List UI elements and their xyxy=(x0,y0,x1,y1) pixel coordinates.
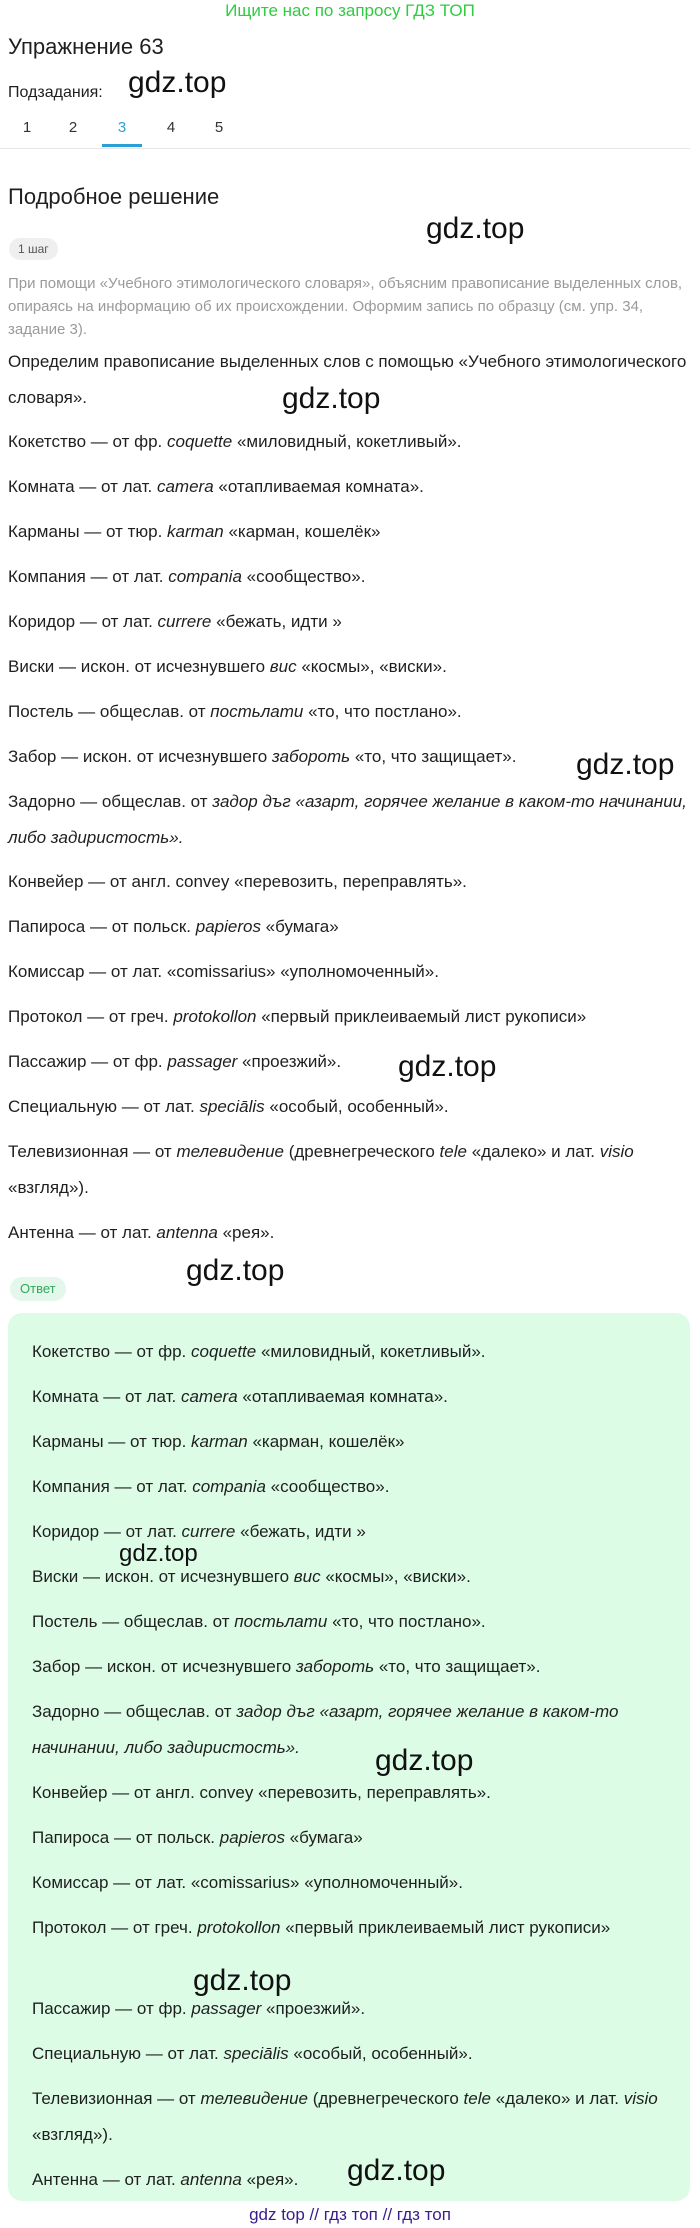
solution-entry: Протокол — от греч. protokollon «первый приклеиваемый лист рукописи» xyxy=(8,1007,587,1026)
answer-entry: Коридор — от лат. currere «бежать, идти » xyxy=(32,1522,366,1541)
solution-entry: Задорно — общеслав. от задор дъг «азарт, горячее желание в каком-то начинании, либо задиристость». xyxy=(8,792,687,847)
solution-entry: Комната — от лат. camera «отапливаемая комната». xyxy=(8,477,424,496)
watermark-text: gdz.top xyxy=(193,1964,292,1997)
watermark-text: gdz.top xyxy=(347,2154,446,2187)
tab-subtask-5[interactable]: 5 xyxy=(214,119,224,136)
answer-entry: Задорно — общеслав. от задор дъг «азарт, горячее желание в каком-то начинании, либо задиристость». xyxy=(32,1702,619,1757)
answer-entry: Телевизионная — от телевидение (древнегреческого tele «далеко» и лат. visio «взгляд»). xyxy=(32,2089,658,2144)
answer-entry: Протокол — от греч. protokollon «первый приклеиваемый лист рукописи» xyxy=(32,1918,611,1937)
answer-entry: Папироса — от польск. papieros «бумага» xyxy=(32,1828,363,1847)
solution-entry: Конвейер — от англ. convey «перевозить, переправлять». xyxy=(8,872,467,891)
watermark-text: gdz.top xyxy=(375,1744,474,1777)
step-description: При помощи «Учебного этимологического словаря», объясним правописание выделенных слов, опираясь на информацию об их происхождении. Оформим запись по образцу (см. упр. 34, задание 3). xyxy=(8,275,683,338)
solution-entry: Забор — искон. от исчезнувшего забороть «то, что защищает». xyxy=(8,747,517,766)
watermark-text: gdz.top xyxy=(576,748,675,781)
watermark-text: gdz.top xyxy=(128,66,227,99)
subtasks-label: Подзадания: xyxy=(8,84,103,101)
answer-entry: Антенна — от лат. antenna «рея». xyxy=(32,2170,299,2189)
solution-entry: Карманы — от тюр. karman «карман, кошелёк» xyxy=(8,522,381,541)
solution-entry: Компания — от лат. compania «сообщество». xyxy=(8,567,366,586)
answer-entry: Специальную — от лат. speciālis «особый, особенный». xyxy=(32,2044,473,2063)
answer-badge: Ответ xyxy=(10,1277,66,1301)
footer-separator: // xyxy=(304,2205,324,2224)
solution-entry: Комиссар — от лат. «comissarius» «уполномоченный». xyxy=(8,962,439,981)
answer-entry: Конвейер — от англ. convey «перевозить, переправлять». xyxy=(32,1783,491,1802)
footer-links xyxy=(0,2203,700,2227)
watermark-text: gdz.top xyxy=(282,382,381,415)
solution-entry: Специальную — от лат. speciālis «особый, особенный». xyxy=(8,1097,449,1116)
solution-entry: Кокетство — от фр. coquette «миловидный, кокетливый». xyxy=(8,432,462,451)
answer-entry: Виски — искон. от исчезнувшего вис «космы», «виски». xyxy=(32,1567,471,1586)
answer-entry: Постель — общеслав. от постьлати «то, что постлано». xyxy=(32,1612,486,1631)
solution-title: Подробное решение xyxy=(8,184,220,209)
answer-entry: Забор — искон. от исчезнувшего забороть «то, что защищает». xyxy=(32,1657,541,1676)
footer-separator: // xyxy=(377,2205,397,2224)
footer-link-gdz-top-ru-2[interactable]: гдз топ xyxy=(396,2205,451,2224)
solution-entry: Пассажир — от фр. passager «проезжий». xyxy=(8,1052,342,1071)
intro-text: Определим правописание выделенных слов с помощью «Учебного этимологического словаря». xyxy=(8,352,687,407)
answer-entry: Пассажир — от фр. passager «проезжий». xyxy=(32,1999,366,2018)
watermark-text: gdz.top xyxy=(398,1050,497,1083)
answer-entry: Комиссар — от лат. «comissarius» «уполномоченный». xyxy=(32,1873,463,1892)
subtask-tabs xyxy=(0,110,690,149)
tab-subtask-4[interactable]: 4 xyxy=(166,119,176,136)
page-title: Упражнение 63 xyxy=(8,34,164,59)
watermark-text: gdz.top xyxy=(426,212,525,245)
solution-entry: Телевизионная — от телевидение (древнегреческого tele «далеко» и лат. visio «взгляд»). xyxy=(8,1142,634,1197)
answer-entry: Комната — от лат. camera «отапливаемая комната». xyxy=(32,1387,448,1406)
tab-subtask-1[interactable]: 1 xyxy=(22,119,32,136)
footer-link-gdz-top[interactable]: gdz top xyxy=(249,2205,305,2224)
answer-entry: Кокетство — от фр. coquette «миловидный, кокетливый». xyxy=(32,1342,486,1361)
solution-entry: Коридор — от лат. currere «бежать, идти » xyxy=(8,612,342,631)
tab-subtask-3[interactable]: 3 xyxy=(102,110,142,147)
watermark-text: gdz.top xyxy=(119,1540,198,1567)
solution-entry: Антенна — от лат. antenna «рея». xyxy=(8,1223,275,1242)
search-hint-banner: Ищите нас по запросу ГДЗ ТОП xyxy=(225,1,475,20)
answer-entry: Карманы — от тюр. karman «карман, кошелёк» xyxy=(32,1432,405,1451)
footer-link-gdz-top-ru[interactable]: гдз топ xyxy=(323,2205,378,2224)
step-badge: 1 шаг xyxy=(9,238,58,260)
solution-entry: Папироса — от польск. papieros «бумага» xyxy=(8,917,339,936)
solution-entry: Виски — искон. от исчезнувшего вис «космы», «виски». xyxy=(8,657,447,676)
tab-subtask-2[interactable]: 2 xyxy=(68,119,78,136)
watermark-text: gdz.top xyxy=(186,1254,285,1287)
solution-entry: Постель — общеслав. от постьлати «то, что постлано». xyxy=(8,702,462,721)
answer-entry: Компания — от лат. compania «сообщество». xyxy=(32,1477,390,1496)
